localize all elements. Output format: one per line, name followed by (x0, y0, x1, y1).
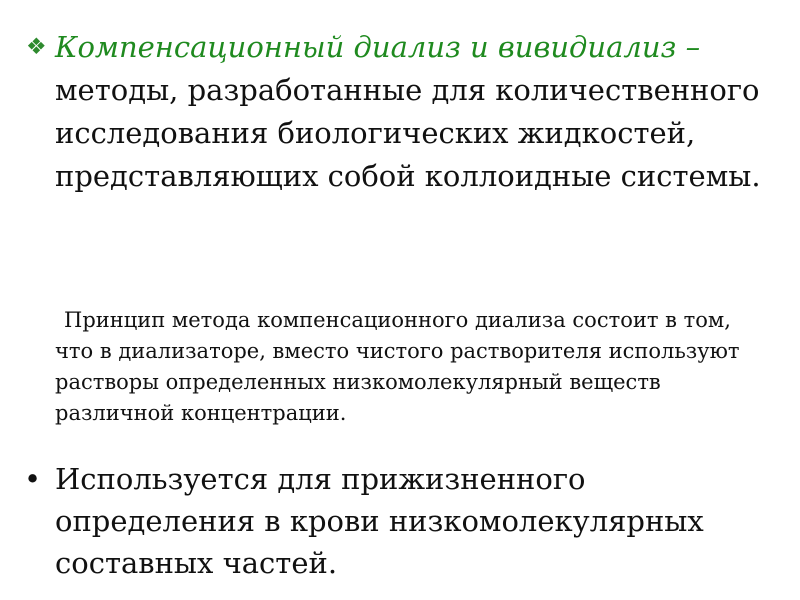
definition-body (55, 26, 776, 198)
definition-text: методы, разработанные для количественного исследования биологических жидкостей, представляющих собой коллоидные системы. (55, 73, 761, 193)
principle-paragraph: Принцип метода компенсационного диализа состоит в том, что в диализаторе, вместо чистого растворителя используют растворы определенных низкомолекулярный веществ различной концентрации. (55, 308, 740, 425)
diamond-bullet-icon: ❖ (26, 34, 47, 60)
bullet-icon: • (24, 462, 42, 496)
usage-paragraph (24, 458, 784, 584)
definition-term: Компенсационный диализ и вивидиализ – (55, 30, 701, 64)
definition-paragraph (26, 26, 776, 198)
usage-text: Используется для прижизненного определения в крови низкомолекулярных составных частей. (55, 462, 704, 580)
